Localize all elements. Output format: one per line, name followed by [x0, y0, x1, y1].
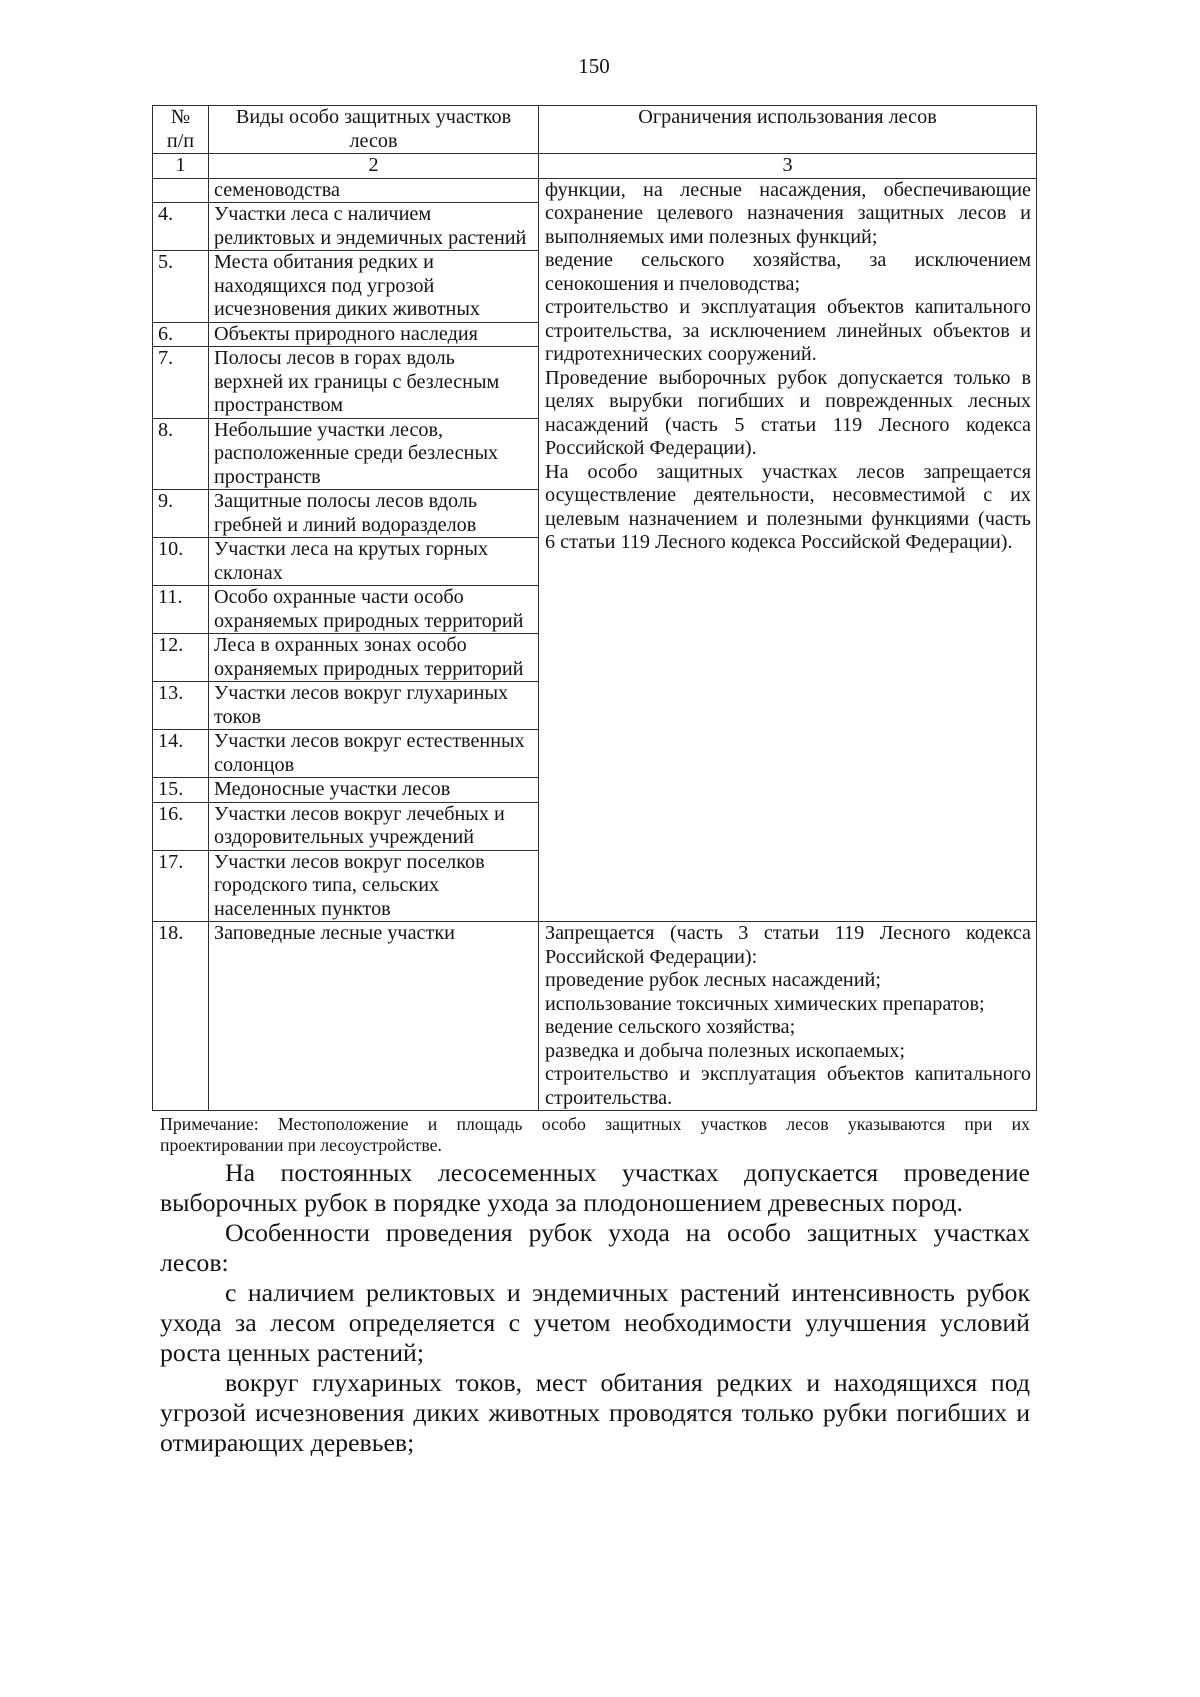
- text-line: склонах: [214, 561, 283, 584]
- text-line: расположенные среди безлесных: [214, 442, 499, 464]
- text-line: Защитные полосы лесов вдоль: [214, 490, 478, 512]
- text-line: исчезновения диких животных: [214, 298, 480, 320]
- row-number-cell: 16.: [153, 802, 209, 850]
- restriction-paragraph: [545, 249, 1031, 296]
- text-line: проектировании при лесоустройстве.: [160, 1135, 442, 1155]
- text-line: ведение сельского хозяйства, за исключением: [545, 249, 1031, 271]
- text-line: Участки лесов вокруг естественных: [214, 730, 525, 752]
- area-type-cell: [209, 203, 539, 251]
- text-line: Участки лесов вокруг лечебных и: [214, 802, 505, 825]
- text-line: На особо защитных участках лесов запрещается: [545, 460, 1031, 483]
- header-row: [153, 106, 1037, 154]
- header-cell-area-type: [209, 106, 539, 154]
- area-type-cell: [209, 322, 539, 347]
- text-line: Объекты природного наследия: [214, 322, 478, 345]
- text-line: использование токсичных химических препаратов;: [545, 992, 985, 1015]
- text-line: Проведение выборочных рубок допускается только в: [545, 366, 1031, 389]
- text-line: охраняемых природных территорий: [214, 609, 524, 632]
- text-line: реликтовых и эндемичных растений: [214, 226, 527, 249]
- restriction-paragraph: [545, 1040, 1031, 1064]
- text-line: пространством: [214, 394, 344, 416]
- page-number: 150: [578, 54, 610, 78]
- text-line: насаждений (часть 5 статьи 119 Лесного кодекса: [545, 413, 1031, 436]
- text-line: городского типа, сельских: [214, 874, 440, 896]
- text-line: Участки леса с наличием: [214, 203, 432, 225]
- restrictions-cell: [539, 922, 1037, 1111]
- text-line: семеноводства: [214, 178, 340, 201]
- area-type-cell: [209, 730, 539, 778]
- text-line: Российской Федерации):: [545, 945, 758, 968]
- text-line: роста ценных растений;: [160, 1338, 425, 1367]
- text-line: проведение рубок лесных насаждений;: [545, 969, 881, 991]
- protected-forest-areas-table: [152, 105, 1037, 1111]
- body-text: [160, 1158, 1030, 1458]
- header-line: п/п: [166, 129, 195, 152]
- text-line: строительство и эксплуатация объектов капитального: [545, 1063, 1031, 1085]
- restrictions-cell: [539, 178, 1037, 922]
- text-line: токов: [214, 705, 262, 728]
- area-type-cell: [209, 802, 539, 850]
- restriction-paragraph: [545, 993, 1031, 1017]
- text-line: Полосы лесов в горах вдоль: [214, 347, 455, 369]
- restriction-paragraph: [545, 922, 1031, 969]
- text-line: Особо охранные части особо: [214, 586, 464, 608]
- table-head: [153, 106, 1037, 179]
- text-line: охраняемых природных территорий: [214, 657, 524, 680]
- text-line: оздоровительных учреждений: [214, 826, 475, 848]
- restriction-paragraph: [545, 179, 1031, 250]
- text-line: строительства, за исключением линейных объектов и: [545, 319, 1031, 342]
- area-type-cell: [209, 490, 539, 538]
- restriction-paragraph: [545, 296, 1031, 367]
- body-paragraph: [160, 1368, 1030, 1458]
- area-type-cell: [209, 682, 539, 730]
- header-cell-number: [153, 106, 209, 154]
- body-paragraph: [160, 1158, 1030, 1218]
- row-number-cell: 4.: [153, 203, 209, 251]
- text-line: разведка и добыча полезных ископаемых;: [545, 1039, 905, 1062]
- area-type-cell: [209, 538, 539, 586]
- column-number-row: [153, 154, 1037, 179]
- row-number-cell: 13.: [153, 682, 209, 730]
- table-body: [153, 178, 1037, 1111]
- restriction-paragraph: [545, 461, 1031, 555]
- row-number-cell: [153, 178, 209, 203]
- area-type-cell: [209, 178, 539, 203]
- text-line: выборочных рубок в порядке ухода за плодоношением древесных пород.: [160, 1188, 963, 1217]
- restriction-paragraph: [545, 367, 1031, 461]
- text-line: Запрещается (часть 3 статьи 119 Лесного кодекса: [545, 922, 1031, 944]
- area-type-cell: [209, 634, 539, 682]
- text-line: солонцов: [214, 753, 295, 776]
- text-line: целях вырубки погибших и поврежденных лесных: [545, 390, 1031, 412]
- header-line: №: [170, 106, 191, 128]
- text-line: строительства.: [545, 1086, 673, 1109]
- body-paragraph: [160, 1218, 1030, 1278]
- text-line: пространств: [214, 465, 321, 488]
- text-line: Заповедные лесные участки: [214, 922, 455, 944]
- area-type-cell: [209, 586, 539, 634]
- text-line: Леса в охранных зонах особо: [214, 634, 467, 656]
- table-row: [153, 178, 1037, 203]
- text-line: сенокошения и пчеловодства;: [545, 272, 801, 295]
- area-type-cell: [209, 850, 539, 922]
- text-line: Российской Федерации).: [545, 437, 757, 459]
- area-type-cell: [209, 778, 539, 803]
- restriction-paragraph: [545, 1016, 1031, 1040]
- text-line: населенных пунктов: [214, 897, 391, 920]
- row-number-cell: 15.: [153, 778, 209, 803]
- text-line: Места обитания редких и: [214, 251, 434, 273]
- text-line: сохранение целевого назначения защитных лесов и: [545, 202, 1031, 224]
- restriction-paragraph: [545, 1063, 1031, 1110]
- text-line: Участки леса на крутых горных: [214, 538, 489, 560]
- row-number-cell: 12.: [153, 634, 209, 682]
- header-line: Ограничения использования лесов: [638, 106, 937, 128]
- column-number-cell: 2: [209, 154, 539, 179]
- text-line: выполняемых ими полезных функций;: [545, 225, 878, 248]
- restriction-paragraph: [545, 969, 1031, 993]
- table-row: [153, 922, 1037, 1111]
- area-type-cell: [209, 418, 539, 490]
- text-line: гребней и линий водоразделов: [214, 513, 477, 536]
- text-line: ухода за лесом определяется с учетом необходимости улучшения условий: [160, 1308, 1030, 1337]
- text-line: верхней их границы с безлесным: [214, 370, 500, 393]
- header-line: лесов: [349, 129, 398, 152]
- row-number-cell: 7.: [153, 347, 209, 419]
- text-line: Медоносные участки лесов: [214, 778, 451, 800]
- row-number-cell: 18.: [153, 922, 209, 1111]
- text-line: гидротехнических сооружений.: [545, 343, 817, 365]
- body-paragraph: [160, 1278, 1030, 1368]
- header-line: Виды особо защитных участков: [235, 106, 512, 128]
- text-line: Участки лесов вокруг поселков: [214, 850, 485, 873]
- row-number-cell: 11.: [153, 586, 209, 634]
- text-line: Примечание: Местоположение и площадь особо защитных участков лесов указываются при их: [160, 1114, 1030, 1134]
- table-note: [160, 1114, 1030, 1156]
- text-line: лесов:: [160, 1248, 229, 1277]
- header-cell-restrictions: [539, 106, 1037, 154]
- area-type-cell: [209, 347, 539, 419]
- column-number-cell: 3: [539, 154, 1037, 179]
- text-line: функции, на лесные насаждения, обеспечивающие: [545, 178, 1031, 201]
- row-number-cell: 8.: [153, 418, 209, 490]
- text-line: Участки лесов вокруг глухариных: [214, 682, 509, 704]
- row-number-cell: 10.: [153, 538, 209, 586]
- text-line: отмирающих деревьев;: [160, 1428, 415, 1457]
- text-line: Небольшие участки лесов,: [214, 418, 444, 441]
- text-line: находящихся под угрозой: [214, 274, 435, 297]
- row-number-cell: 14.: [153, 730, 209, 778]
- row-number-cell: 9.: [153, 490, 209, 538]
- row-number-cell: 17.: [153, 850, 209, 922]
- row-number-cell: 5.: [153, 251, 209, 323]
- text-line: Особенности проведения рубок ухода на особо защитных участках: [225, 1218, 1030, 1247]
- text-line: На постоянных лесосеменных участках допускается проведение: [225, 1158, 1030, 1187]
- area-type-cell: [209, 922, 539, 1111]
- row-number-cell: 6.: [153, 322, 209, 347]
- text-line: угрозой исчезновения диких животных проводятся только рубки погибших и: [160, 1398, 1030, 1427]
- note-paragraph: [160, 1114, 1030, 1156]
- text-line: с наличием реликтовых и эндемичных растений интенсивность рубок: [225, 1278, 1030, 1307]
- text-line: вокруг глухариных токов, мест обитания редких и находящихся под: [225, 1368, 1030, 1397]
- text-line: 6 статьи 119 Лесного кодекса Российской Федерации).: [545, 531, 1013, 553]
- text-line: целевым назначением и полезными функциями (часть: [545, 507, 1031, 530]
- text-line: ведение сельского хозяйства;: [545, 1016, 796, 1038]
- column-number-cell: 1: [153, 154, 209, 179]
- text-line: осуществление деятельности, несовместимой с их: [545, 484, 1031, 506]
- area-type-cell: [209, 251, 539, 323]
- text-line: строительство и эксплуатация объектов капитального: [545, 296, 1031, 318]
